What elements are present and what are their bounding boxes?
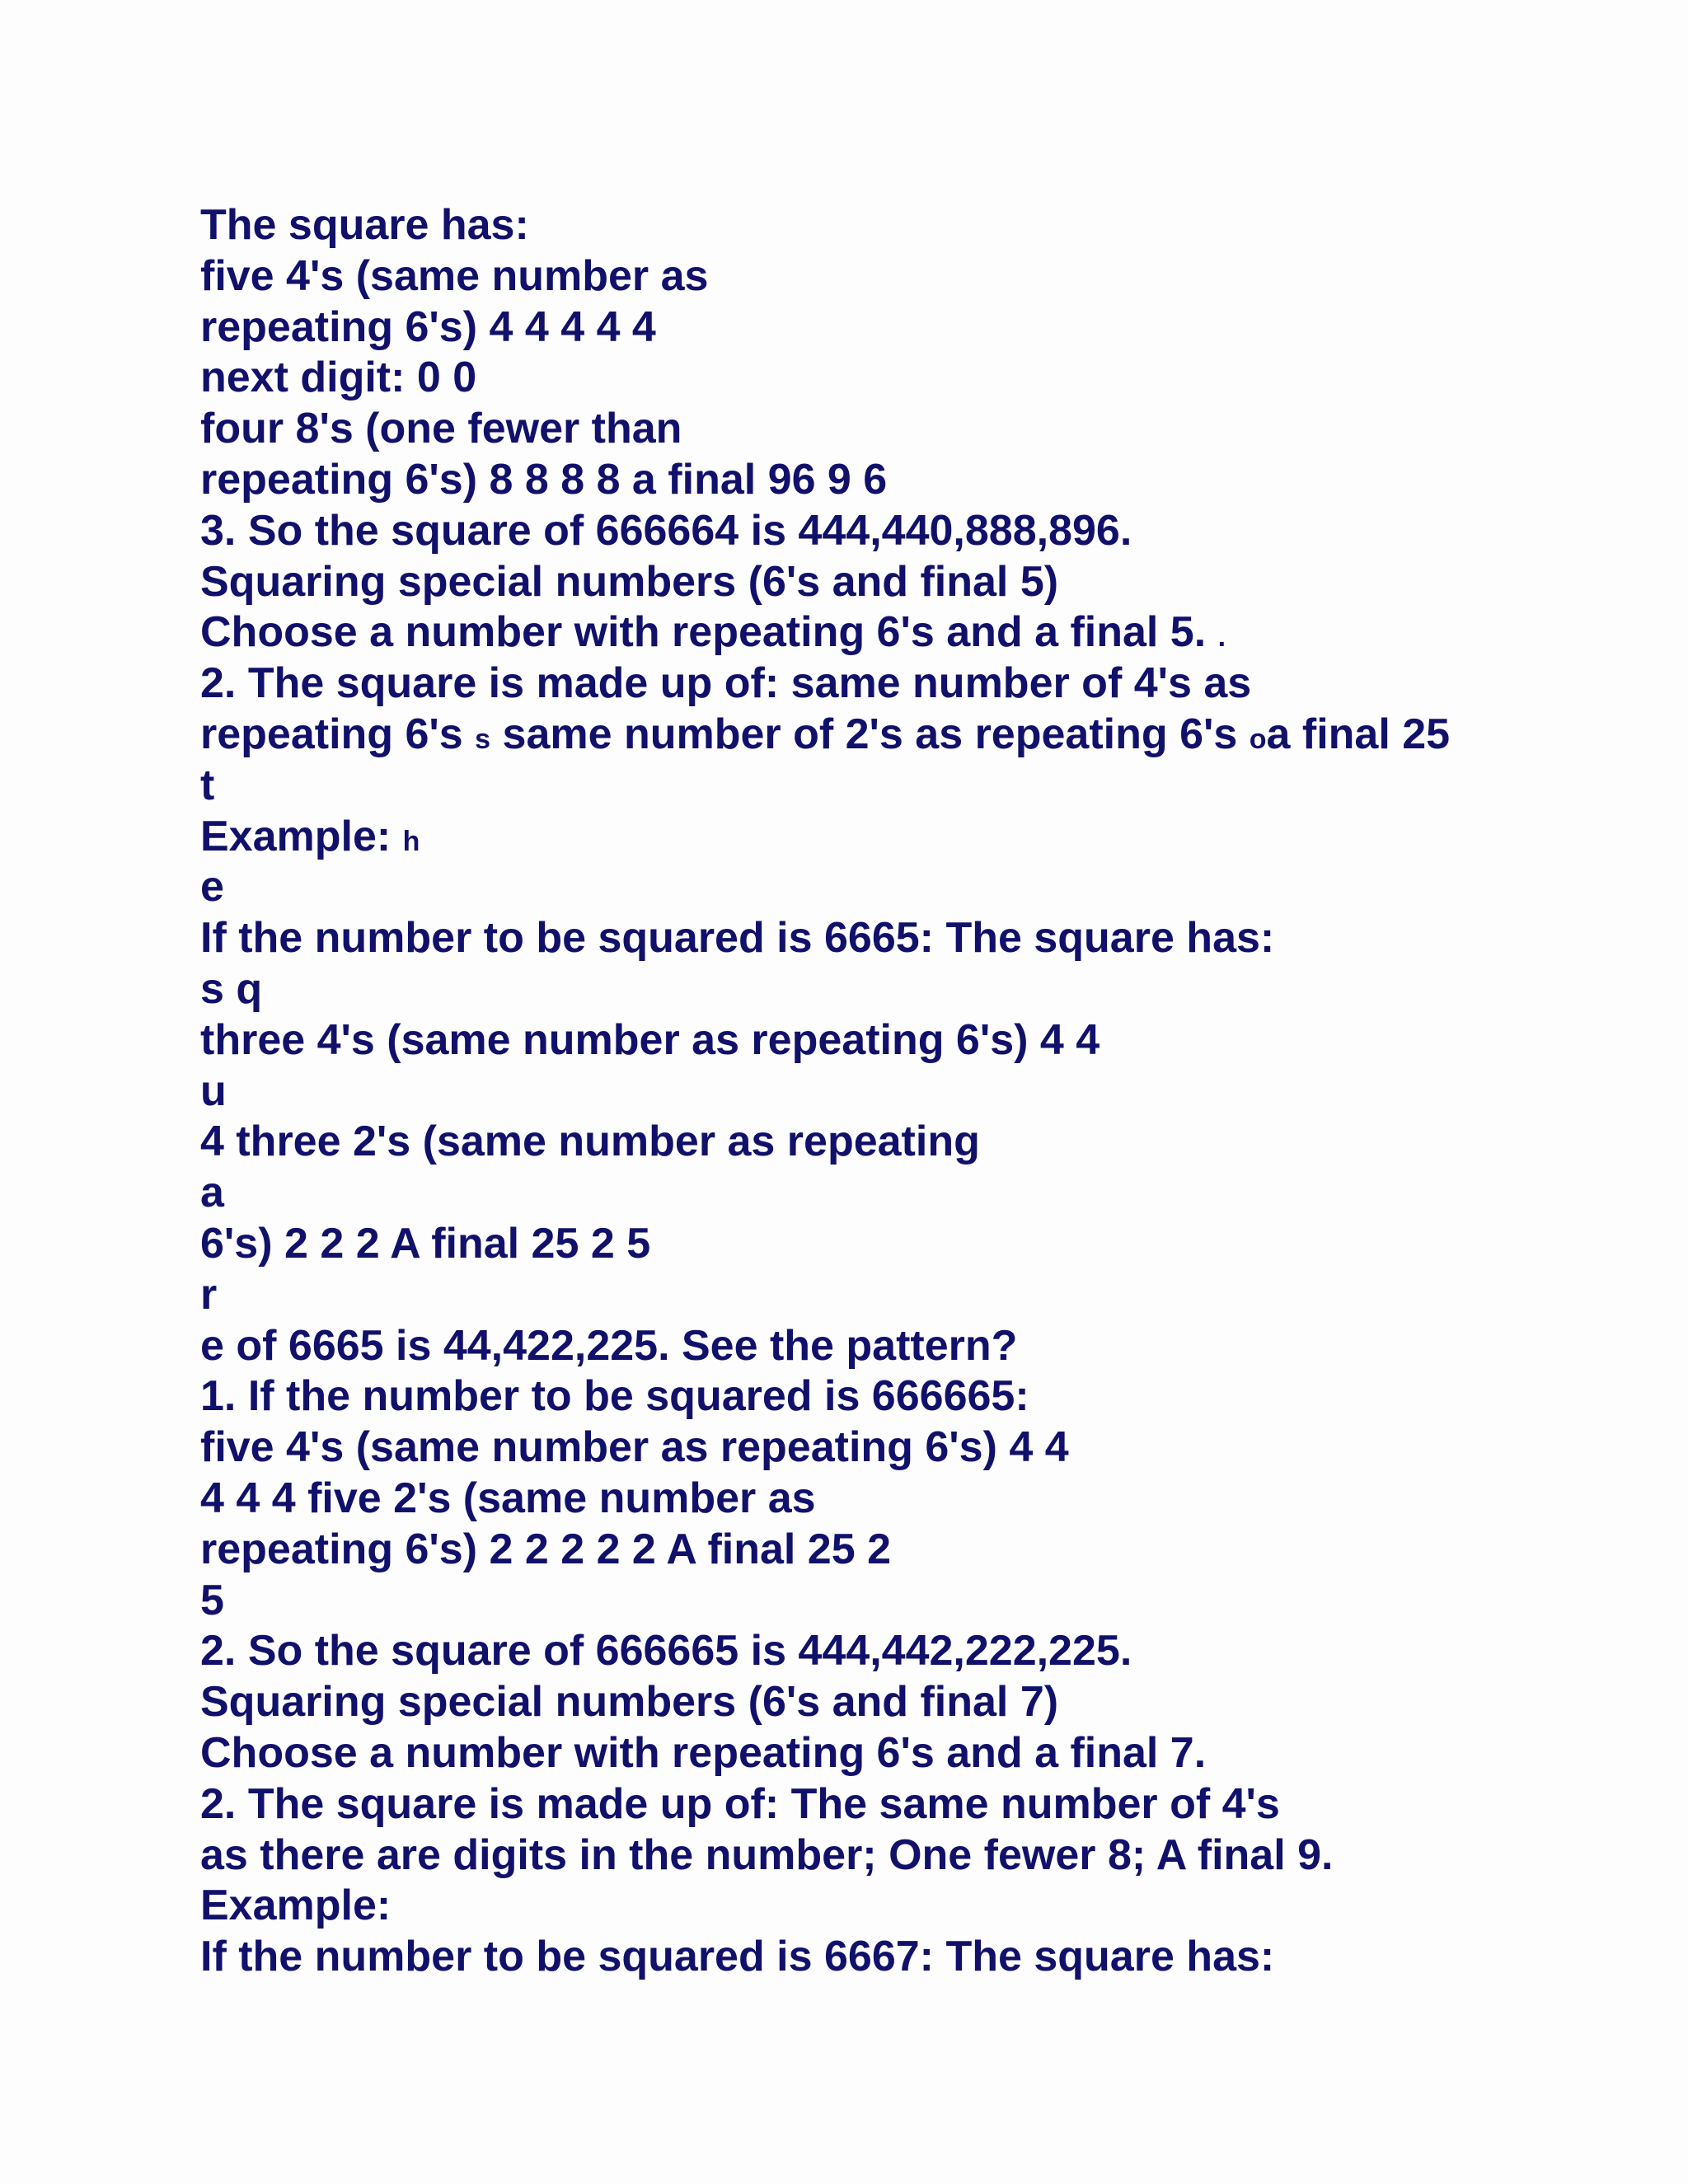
section-heading: Squaring special numbers (6's and final 7) xyxy=(200,1678,1059,1727)
section-heading: Squaring special numbers (6's and final 5) xyxy=(200,557,1059,606)
text-line: repeating 6's) 2 2 2 2 2 A final 25 2 xyxy=(200,1525,891,1573)
text-line: The square has: xyxy=(200,201,529,249)
stray-mark: h xyxy=(402,825,420,857)
text-line: Example: xyxy=(200,1882,392,1930)
text-fragment: a final 25 xyxy=(1266,710,1451,758)
text-line: 1. If the number to be squared is 666665: xyxy=(200,1372,1029,1421)
stray-mark: . xyxy=(1217,621,1226,654)
text-fragment: Example: xyxy=(200,812,392,860)
stray-mark: s xyxy=(475,723,491,755)
text-line: three 4's (same number as repeating 6's) 4 4 xyxy=(200,1015,1100,1064)
text-line: u xyxy=(200,1066,227,1115)
text-line: r xyxy=(200,1270,218,1319)
text-line: 4 4 4 five 2's (same number as xyxy=(200,1474,816,1522)
text-line: repeating 6's) 8 8 8 8 a final 96 9 6 xyxy=(200,455,888,504)
text-line: five 4's (same number as repeating 6's) 4 4 xyxy=(200,1423,1069,1472)
text-line: If the number to be squared is 6667: The square has: xyxy=(200,1933,1275,1981)
text-line: 3. So the square of 666664 is 444,440,888,896. xyxy=(200,506,1132,555)
text-line: 2. So the square of 666665 is 444,442,222,225. xyxy=(200,1627,1132,1675)
text-line: s q xyxy=(200,964,263,1013)
text-line: e of 6665 is 44,422,225. See the pattern? xyxy=(200,1321,1018,1370)
text-line xyxy=(200,710,1601,761)
stray-mark: o xyxy=(1249,723,1267,755)
text-line: next digit: 0 0 xyxy=(200,354,477,402)
text-line: t xyxy=(200,761,215,809)
text-line: If the number to be squared is 6665: The square has: xyxy=(200,914,1275,963)
text-line: 4 three 2's (same number as repeating xyxy=(200,1118,980,1166)
text-line: four 8's (one fewer than xyxy=(200,405,682,453)
text-line xyxy=(200,812,1601,863)
text-line: e xyxy=(200,863,224,912)
text-line: a xyxy=(200,1169,224,1217)
text-line: 2. The square is made up of: The same number of 4's xyxy=(200,1779,1280,1828)
text-line xyxy=(200,607,1601,658)
text-line: Choose a number with repeating 6's and a final 7. xyxy=(200,1728,1207,1777)
text-fragment: same number of 2's as repeating 6's xyxy=(502,710,1238,758)
text-fragment: repeating 6's xyxy=(200,710,463,758)
text-line: as there are digits in the number; One fewer 8; A final 9. xyxy=(200,1830,1334,1879)
text-line: five 4's (same number as xyxy=(200,251,709,300)
text-line: 2. The square is made up of: same number of 4's as xyxy=(200,659,1252,708)
text-line: 6's) 2 2 2 A final 25 2 5 xyxy=(200,1219,651,1268)
text-line: 5 xyxy=(200,1576,224,1624)
text-fragment: Choose a number with repeating 6's and a final 5. xyxy=(200,608,1207,657)
document-body xyxy=(200,200,1601,1983)
text-line: repeating 6's) 4 4 4 4 4 xyxy=(200,302,656,351)
